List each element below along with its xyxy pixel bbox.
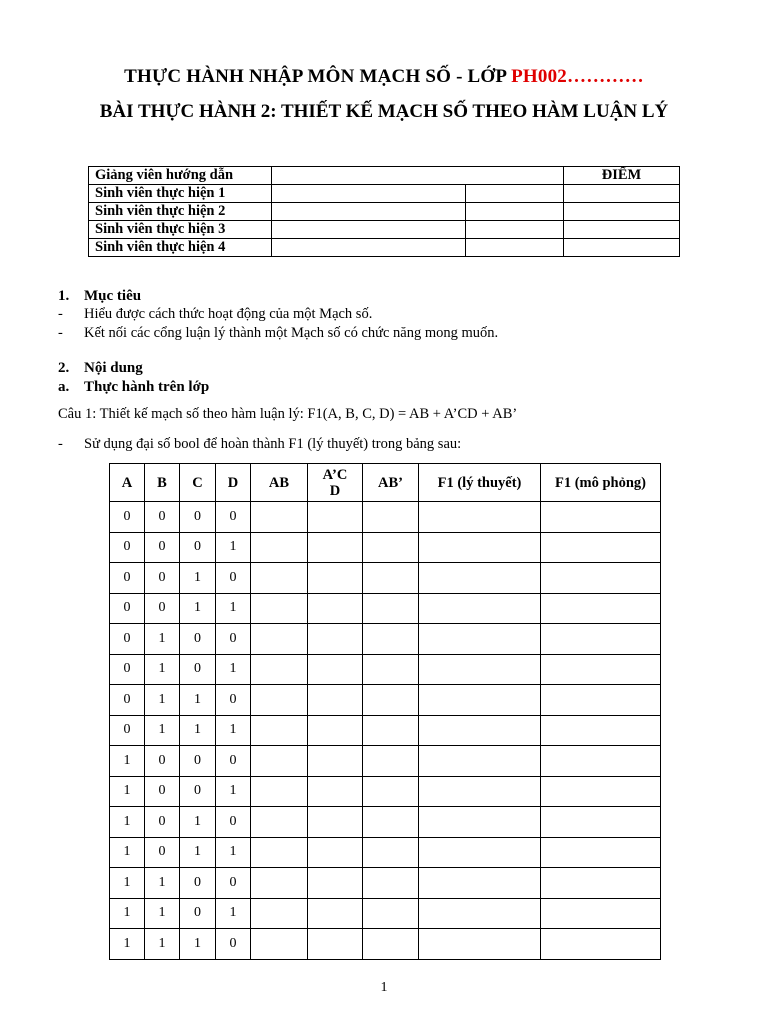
cell-ab-input[interactable] [251, 532, 308, 563]
cell-c: 1 [180, 837, 216, 868]
cell-ab-input[interactable] [251, 868, 308, 899]
cell-a: 0 [110, 563, 145, 594]
header-acd: A’C D [308, 464, 363, 502]
bullet-dash: - [58, 436, 63, 452]
cell-b: 1 [145, 654, 180, 685]
cell-a: 1 [110, 929, 145, 960]
cell-b: 1 [145, 898, 180, 929]
page-number: 1 [380, 980, 388, 995]
table-row [110, 685, 661, 716]
cell-ab-prime-input[interactable] [363, 654, 419, 685]
objective-text: Hiểu được cách thức hoạt động của một Mạch số. [84, 306, 373, 322]
table-row [110, 715, 661, 746]
cell-f1-sim-input[interactable] [541, 929, 661, 960]
cell-ab-prime-input[interactable] [363, 593, 419, 624]
table-row [110, 837, 661, 868]
student-id-cell[interactable] [466, 221, 564, 239]
cell-b: 0 [145, 563, 180, 594]
cell-d: 1 [216, 837, 251, 868]
cell-f1-theory-input[interactable] [419, 868, 541, 899]
section-1-heading [58, 288, 141, 305]
cell-f1-sim-input[interactable] [541, 624, 661, 655]
cell-f1-sim-input[interactable] [541, 593, 661, 624]
cell-a: 0 [110, 624, 145, 655]
student-row [89, 203, 680, 221]
cell-d: 1 [216, 593, 251, 624]
cell-f1-theory-input[interactable] [419, 746, 541, 777]
class-code: PH002………… [511, 66, 644, 87]
cell-ab-prime-input[interactable] [363, 837, 419, 868]
cell-acd-input[interactable] [308, 929, 363, 960]
cell-ab-prime-input[interactable] [363, 624, 419, 655]
cell-f1-theory-input[interactable] [419, 624, 541, 655]
header-a: A [110, 464, 145, 502]
student-row [89, 221, 680, 239]
table-row [110, 563, 661, 594]
student-name-cell[interactable] [271, 239, 466, 257]
header-ab-prime: AB’ [363, 464, 419, 502]
cell-c: 1 [180, 807, 216, 838]
cell-a: 1 [110, 807, 145, 838]
cell-c: 0 [180, 746, 216, 777]
cell-ab-input[interactable] [251, 898, 308, 929]
cell-c: 0 [180, 654, 216, 685]
student-label: Sinh viên thực hiện 1 [89, 185, 272, 203]
student-name-cell[interactable] [271, 185, 466, 203]
cell-a: 0 [110, 593, 145, 624]
cell-ab-input[interactable] [251, 654, 308, 685]
student-score-cell[interactable] [563, 239, 679, 257]
cell-ab-input[interactable] [251, 593, 308, 624]
cell-f1-sim-input[interactable] [541, 685, 661, 716]
cell-ab-input[interactable] [251, 776, 308, 807]
cell-a: 1 [110, 837, 145, 868]
cell-f1-sim-input[interactable] [541, 532, 661, 563]
header-d: D [216, 464, 251, 502]
truth-table-header [110, 464, 661, 502]
cell-f1-theory-input[interactable] [419, 837, 541, 868]
cell-ab-input[interactable] [251, 685, 308, 716]
cell-a: 1 [110, 868, 145, 899]
title-main-text: THỰC HÀNH NHẬP MÔN MẠCH SỐ - LỚP [124, 66, 512, 87]
cell-f1-sim-input[interactable] [541, 654, 661, 685]
cell-b: 1 [145, 715, 180, 746]
table-row [110, 776, 661, 807]
cell-ab-input[interactable] [251, 563, 308, 594]
cell-c: 1 [180, 593, 216, 624]
instructor-value-cell[interactable] [271, 167, 563, 185]
cell-f1-sim-input[interactable] [541, 898, 661, 929]
cell-acd-input[interactable] [308, 746, 363, 777]
cell-ab-prime-input[interactable] [363, 807, 419, 838]
cell-d: 0 [216, 868, 251, 899]
cell-acd-input[interactable] [308, 624, 363, 655]
table-row [110, 746, 661, 777]
cell-b: 0 [145, 532, 180, 563]
cell-acd-input[interactable] [308, 898, 363, 929]
cell-f1-sim-input[interactable] [541, 807, 661, 838]
student-name-cell[interactable] [271, 221, 466, 239]
truth-table-body [110, 502, 661, 960]
student-label: Sinh viên thực hiện 4 [89, 239, 272, 257]
cell-f1-theory-input[interactable] [419, 532, 541, 563]
cell-acd-input[interactable] [308, 837, 363, 868]
table-row [110, 868, 661, 899]
cell-a: 0 [110, 532, 145, 563]
question-1: Câu 1: Thiết kế mạch số theo hàm luận lý: F1(A, B, C, D) = AB + A’CD + AB’ [58, 406, 518, 422]
student-row [89, 185, 680, 203]
cell-d: 0 [216, 624, 251, 655]
cell-ab-prime-input[interactable] [363, 685, 419, 716]
cell-f1-theory-input[interactable] [419, 715, 541, 746]
cell-b: 0 [145, 502, 180, 533]
cell-d: 0 [216, 502, 251, 533]
cell-a: 0 [110, 654, 145, 685]
cell-f1-theory-input[interactable] [419, 563, 541, 594]
cell-acd-input[interactable] [308, 807, 363, 838]
cell-acd-input[interactable] [308, 502, 363, 533]
subsection-a-heading [58, 379, 209, 396]
cell-ab-input[interactable] [251, 715, 308, 746]
cell-ab-input[interactable] [251, 624, 308, 655]
student-id-cell[interactable] [466, 203, 564, 221]
student-score-cell[interactable] [563, 221, 679, 239]
cell-ab-prime-input[interactable] [363, 532, 419, 563]
cell-b: 0 [145, 837, 180, 868]
section-1-number: 1. [58, 288, 70, 304]
header-ab: AB [251, 464, 308, 502]
section-1-title: Mục tiêu [84, 288, 142, 304]
page-title [0, 66, 768, 88]
table-row [110, 807, 661, 838]
instructor-label: Giảng viên hướng dẫn [89, 167, 272, 185]
cell-b: 0 [145, 593, 180, 624]
student-label: Sinh viên thực hiện 3 [89, 221, 272, 239]
cell-d: 0 [216, 563, 251, 594]
cell-d: 1 [216, 532, 251, 563]
cell-d: 0 [216, 929, 251, 960]
student-id-cell[interactable] [466, 185, 564, 203]
cell-c: 0 [180, 624, 216, 655]
cell-acd-input[interactable] [308, 593, 363, 624]
cell-acd-input[interactable] [308, 532, 363, 563]
student-name-cell[interactable] [271, 203, 466, 221]
cell-f1-theory-input[interactable] [419, 502, 541, 533]
cell-f1-sim-input[interactable] [541, 563, 661, 594]
cell-f1-sim-input[interactable] [541, 746, 661, 777]
cell-acd-input[interactable] [308, 868, 363, 899]
cell-a: 1 [110, 776, 145, 807]
objective-item [58, 325, 498, 342]
cell-b: 1 [145, 929, 180, 960]
cell-ab-prime-input[interactable] [363, 746, 419, 777]
cell-b: 0 [145, 807, 180, 838]
cell-a: 0 [110, 502, 145, 533]
table-row [110, 624, 661, 655]
student-score-cell[interactable] [563, 203, 679, 221]
table-row [110, 929, 661, 960]
bullet-dash: - [58, 306, 63, 322]
cell-b: 1 [145, 624, 180, 655]
cell-ab-input[interactable] [251, 837, 308, 868]
cell-c: 1 [180, 685, 216, 716]
cell-c: 1 [180, 715, 216, 746]
cell-ab-prime-input[interactable] [363, 868, 419, 899]
cell-ab-prime-input[interactable] [363, 563, 419, 594]
cell-c: 0 [180, 776, 216, 807]
header-f1-theory: F1 (lý thuyết) [419, 464, 541, 502]
table-row [110, 898, 661, 929]
score-label: ĐIỂM [563, 167, 679, 185]
cell-ab-prime-input[interactable] [363, 898, 419, 929]
subsection-a-number: a. [58, 379, 70, 395]
cell-ab-input[interactable] [251, 746, 308, 777]
table-row [110, 654, 661, 685]
cell-d: 0 [216, 807, 251, 838]
subsection-a-title: Thực hành trên lớp [84, 379, 210, 395]
cell-ab-prime-input[interactable] [363, 502, 419, 533]
header-b: B [145, 464, 180, 502]
cell-f1-theory-input[interactable] [419, 654, 541, 685]
cell-acd-input[interactable] [308, 715, 363, 746]
student-row [89, 239, 680, 257]
section-2-number: 2. [58, 360, 70, 376]
cell-f1-sim-input[interactable] [541, 776, 661, 807]
info-table [88, 166, 680, 257]
cell-ab-prime-input[interactable] [363, 715, 419, 746]
cell-a: 0 [110, 685, 145, 716]
cell-ab-prime-input[interactable] [363, 776, 419, 807]
cell-f1-theory-input[interactable] [419, 807, 541, 838]
cell-f1-sim-input[interactable] [541, 715, 661, 746]
cell-b: 1 [145, 685, 180, 716]
table-row [110, 532, 661, 563]
cell-b: 1 [145, 868, 180, 899]
student-id-cell[interactable] [466, 239, 564, 257]
cell-d: 0 [216, 746, 251, 777]
cell-f1-theory-input[interactable] [419, 593, 541, 624]
cell-d: 0 [216, 685, 251, 716]
cell-a: 1 [110, 898, 145, 929]
instruction-item [58, 436, 461, 453]
cell-a: 1 [110, 746, 145, 777]
cell-acd-input[interactable] [308, 776, 363, 807]
cell-ab-input[interactable] [251, 502, 308, 533]
cell-c: 0 [180, 868, 216, 899]
student-label: Sinh viên thực hiện 2 [89, 203, 272, 221]
cell-d: 1 [216, 654, 251, 685]
cell-f1-sim-input[interactable] [541, 502, 661, 533]
cell-acd-input[interactable] [308, 654, 363, 685]
cell-c: 1 [180, 929, 216, 960]
cell-c: 0 [180, 898, 216, 929]
cell-ab-input[interactable] [251, 929, 308, 960]
objective-item [58, 306, 372, 323]
cell-f1-theory-input[interactable] [419, 898, 541, 929]
section-2-title: Nội dung [84, 360, 143, 376]
section-2-heading [58, 360, 143, 377]
truth-table [109, 463, 661, 960]
cell-b: 0 [145, 746, 180, 777]
table-row [110, 593, 661, 624]
cell-f1-theory-input[interactable] [419, 685, 541, 716]
cell-acd-input[interactable] [308, 563, 363, 594]
cell-f1-sim-input[interactable] [541, 868, 661, 899]
cell-d: 1 [216, 715, 251, 746]
cell-f1-theory-input[interactable] [419, 929, 541, 960]
table-row [110, 502, 661, 533]
bullet-dash: - [58, 325, 63, 341]
header-f1-sim: F1 (mô phỏng) [541, 464, 661, 502]
header-c: C [180, 464, 216, 502]
page-subtitle: BÀI THỰC HÀNH 2: THIẾT KẾ MẠCH SỐ THEO HÀM LUẬN LÝ [99, 101, 669, 122]
cell-c: 1 [180, 563, 216, 594]
instruction-text: Sử dụng đại số bool để hoàn thành F1 (lý thuyết) trong bảng sau: [84, 436, 462, 452]
cell-f1-sim-input[interactable] [541, 837, 661, 868]
cell-c: 0 [180, 502, 216, 533]
student-score-cell[interactable] [563, 185, 679, 203]
cell-d: 1 [216, 776, 251, 807]
cell-d: 1 [216, 898, 251, 929]
objective-text: Kết nối các cổng luận lý thành một Mạch số có chức năng mong muốn. [84, 325, 499, 341]
cell-acd-input[interactable] [308, 685, 363, 716]
cell-f1-theory-input[interactable] [419, 776, 541, 807]
cell-ab-prime-input[interactable] [363, 929, 419, 960]
cell-ab-input[interactable] [251, 807, 308, 838]
cell-c: 0 [180, 532, 216, 563]
cell-a: 0 [110, 715, 145, 746]
cell-b: 0 [145, 776, 180, 807]
instructor-row [89, 167, 680, 185]
